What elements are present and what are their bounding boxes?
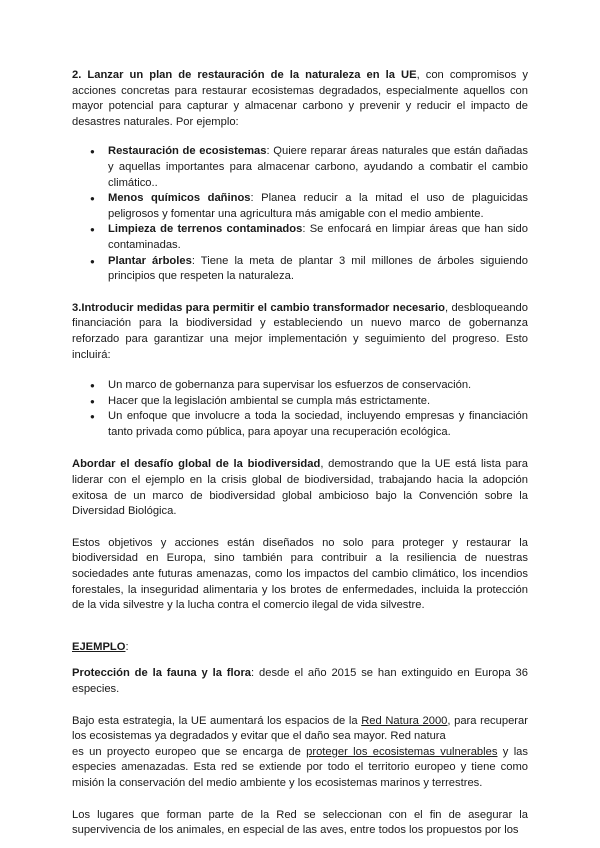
text-run: para recuperar los ecosistemas ya degradados y evitar que el daño sea mayor. Red natura [72, 714, 528, 743]
example-subheading-paragraph [72, 666, 528, 697]
list-item-term: Limpieza de terrenos contaminados [108, 223, 303, 236]
governance-list [72, 378, 528, 440]
text-run: y las especies amenazadas. Esta red se extiende por todo el territorio europeo y tiene como misión la conservación del medio ambiente y los ecosistemas marinos y terrestres. [72, 745, 529, 789]
list-item: ● Un marco de gobernanza para supervisar los esfuerzos de conservación. [72, 378, 528, 394]
list-item-text: : Quiere reparar áreas naturales que están dañadas y aquellas importantes para almacenar carbono, ayudando a combatir el cambio climático.. [108, 145, 528, 189]
red-natura-link[interactable]: Red Natura 2000, [361, 714, 451, 727]
text-run: es un proyecto europeo que se encarga de [72, 745, 307, 758]
list-item-text: : Planea reducir a la mitad el uso de plaguicidas peligrosos y fomentar una agricultura más amigable con el medio ambiente. [108, 192, 528, 220]
example-paragraph-2 [72, 745, 528, 792]
section-4-heading: Abordar el desafío global de la biodiversidad [72, 458, 321, 471]
text-run: Bajo esta estrategia, la UE aumentará los espacios de la [72, 714, 362, 727]
example-colon: : [125, 640, 129, 653]
list-item [72, 191, 528, 222]
restoration-list [72, 144, 528, 284]
example-subbody: : desde el año 2015 se han extinguido en Europa 36 especies. [72, 667, 528, 695]
list-item: ● Un enfoque que involucre a toda la sociedad, incluyendo empresas y financiación tanto privada como pública, para apoyar una recuperación ecológica. [72, 409, 528, 440]
ecosystems-link[interactable]: proteger los ecosistemas vulnerables [306, 745, 498, 758]
list-item [72, 144, 528, 191]
list-item-term: Plantar árboles [108, 254, 192, 267]
section-4-paragraph [72, 457, 528, 519]
list-item-term: Restauración de ecosistemas [108, 145, 267, 158]
section-4-body: , demostrando que la UE está lista para liderar con el ejemplo en la crisis global de biodiversidad, trabajando hacia la adopción exitosa de un marco de biodiversidad global ambicioso bajo la Convención sobre la Diversidad Biológica. [72, 458, 529, 518]
example-label: EJEMPLO [72, 640, 126, 653]
example-paragraph-1 [72, 714, 528, 745]
example-paragraph-3: Los lugares que forman parte de la Red se seleccionan con el fin de asegurar la supervivencia de los animales, en especial de las aves, entre todos los propuestos por los [72, 808, 528, 837]
example-subheading: Protección de la fauna y la flora [72, 667, 252, 680]
list-item [72, 222, 528, 253]
list-item-text: : Se enfocará en limpiar áreas que han sido contaminadas. [108, 223, 528, 251]
list-item-text: : Tiene la meta de plantar 3 mil millones de árboles siguiendo principios que respeten la naturaleza. [108, 254, 528, 283]
example-heading [72, 640, 528, 656]
section-2-heading: 2. Lanzar un plan de restauración de la naturaleza en la UE [72, 69, 417, 81]
list-item-term: Menos químicos dañinos [108, 192, 251, 205]
section-3-body: , desbloqueando financiación para la biodiversidad y estableciendo un nuevo marco de gobernanza reforzado para garantizar una mejor implementación y seguimiento del progreso. Esto incluirá: [72, 301, 528, 361]
list-item [72, 254, 528, 285]
section-3-paragraph [72, 301, 528, 363]
section-5-paragraph: Estos objetivos y acciones están diseñados no solo para proteger y restaurar la biodiversidad en Europa, sino también para contribuir a la resiliencia de nuestras sociedades ante futuras amenazas, como los impactos del cambio climático, los incendios forestales, la inseguridad alimentaria y los brotes de enfermedades, incluida la protección de la vida silvestre y la lucha contra el comercio ilegal de vida silvestre. [72, 536, 528, 612]
document-page [72, 68, 528, 839]
section-2-paragraph [72, 68, 528, 130]
list-item: ● Hacer que la legislación ambiental se cumpla más estrictamente. [72, 394, 528, 410]
section-2-body: , con compromisos y acciones concretas para restaurar ecosistemas degradados, especialmente aquellos con mayor potencial para capturar y almacenar carbono y prevenir y reducir el impacto de desastres naturales. Por ejemplo: [72, 69, 528, 128]
section-3-heading: 3.Introducir medidas para permitir el cambio transformador necesario [72, 301, 445, 314]
